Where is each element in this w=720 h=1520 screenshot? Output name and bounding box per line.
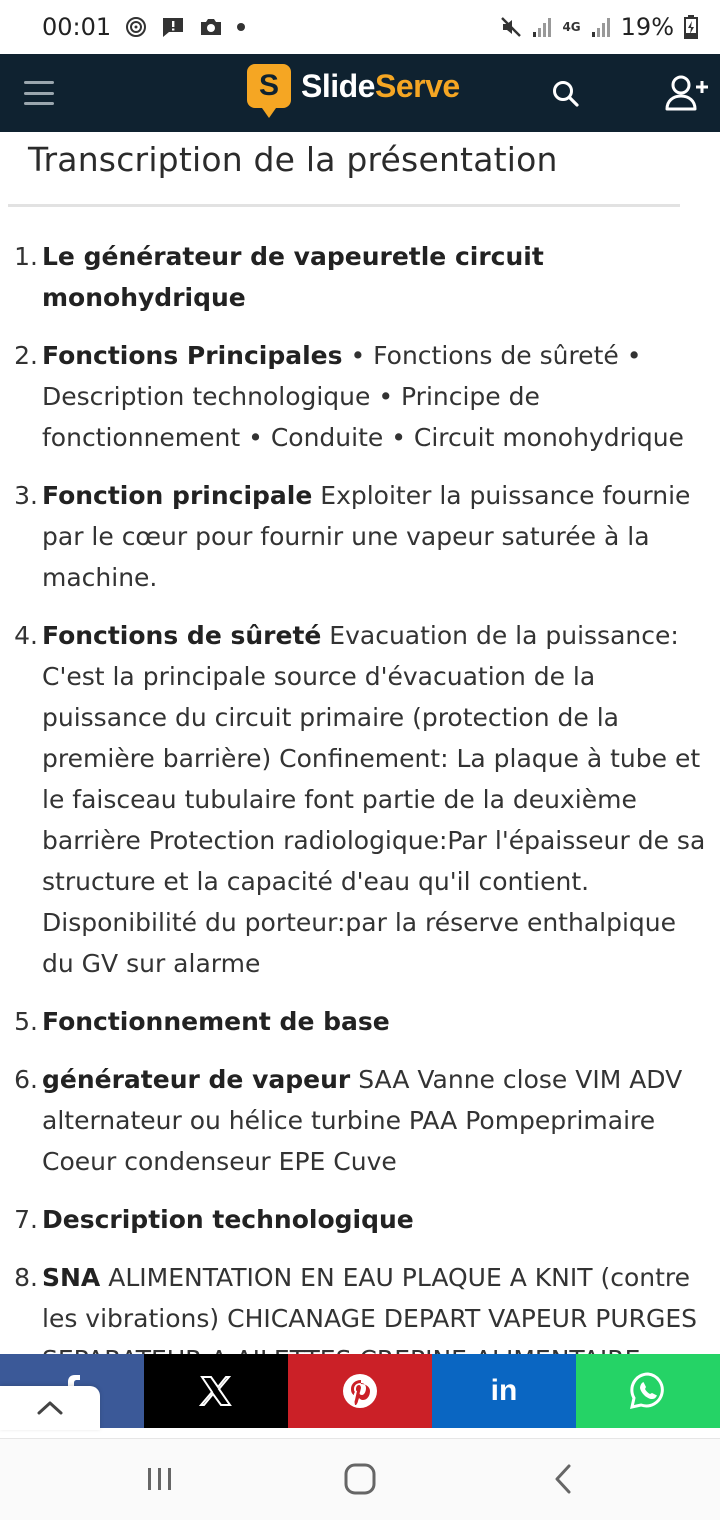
collapse-share-button[interactable] xyxy=(0,1386,100,1430)
status-right xyxy=(500,13,698,41)
search-icon[interactable] xyxy=(551,79,581,109)
notification-dot-icon xyxy=(237,23,245,31)
slide-number: 2. xyxy=(14,341,38,370)
add-user-icon[interactable] xyxy=(664,74,710,112)
slide-text xyxy=(42,236,720,318)
pinterest-icon xyxy=(341,1372,379,1410)
title-divider xyxy=(8,204,680,207)
slide-heading: Le générateur de vapeuretle circuit monohydrique xyxy=(42,242,544,312)
slide-body: SAA Vanne close VIM ADV alternateur ou hélice turbine PAA Pompeprimaire Coeur condenseur EPE Cuve xyxy=(42,1065,683,1176)
slide-body: ALIMENTATION EN EAU PLAQUE A KNIT (contre les vibrations) CHICANAGE DEPART VAPEUR PURGES xyxy=(42,1263,698,1333)
status-bar xyxy=(0,0,720,54)
network-type: 4G xyxy=(562,20,581,34)
slide-text xyxy=(42,615,720,984)
share-bar xyxy=(0,1354,720,1428)
slide-text xyxy=(42,1001,720,1042)
camera-icon xyxy=(199,17,223,37)
share-whatsapp-button[interactable] xyxy=(576,1354,720,1428)
slide-number: 4. xyxy=(14,621,38,650)
home-button[interactable] xyxy=(340,1461,380,1497)
signal-icon xyxy=(532,16,552,38)
list-item xyxy=(0,335,720,458)
share-pinterest-button[interactable] xyxy=(288,1354,432,1428)
logo-badge-icon xyxy=(247,64,291,108)
slide-heading: Fonction principale xyxy=(42,481,313,510)
home-icon xyxy=(343,1462,377,1496)
slide-text xyxy=(42,1199,720,1240)
back-icon xyxy=(552,1462,574,1496)
list-item xyxy=(0,475,720,598)
mute-icon xyxy=(500,16,522,38)
slide-body: Evacuation de la puissance: C'est la principale source d'évacuation de la puissance du circuit primaire (protection de la première barrière) Confinement: La plaque à tube et le faisceau tubulaire font partie de la deuxième barrière Protection radiologique:Par l'épaisseur de sa structure et la capacité d'eau qu'il contient. Disponibilité du porteur:par la réserve enthalpique du GV sur alarme xyxy=(42,621,706,978)
status-left xyxy=(42,13,245,41)
logo-text-slide: Slide xyxy=(301,67,375,104)
slide-text xyxy=(42,475,720,598)
slideserve-logo[interactable] xyxy=(247,64,460,108)
fingerprint-icon xyxy=(125,16,147,38)
app-header xyxy=(0,54,720,132)
list-item xyxy=(0,1199,720,1240)
logo-text xyxy=(301,68,460,105)
share-x-button[interactable] xyxy=(144,1354,288,1428)
slide-heading: Fonctionnement de base xyxy=(42,1007,390,1036)
slide-heading: Description technologique xyxy=(42,1205,414,1234)
slide-body: Exploiter la puissance fournie par le cœur pour fournir une vapeur saturée à la machine. xyxy=(42,481,691,592)
x-icon xyxy=(199,1374,233,1408)
slide-number: 5. xyxy=(14,1007,38,1036)
slide-heading: Fonctions de sûreté xyxy=(42,621,322,650)
slide-text xyxy=(42,1059,720,1182)
signal-icon-2 xyxy=(591,16,611,38)
slide-number: 3. xyxy=(14,481,38,510)
slide-heading: générateur de vapeur xyxy=(42,1065,351,1094)
slide-number: 7. xyxy=(14,1205,38,1234)
slide-heading: SNA xyxy=(42,1263,101,1292)
list-item xyxy=(0,1001,720,1042)
whatsapp-icon xyxy=(628,1371,668,1411)
transcript-content xyxy=(0,132,720,1354)
message-alert-icon xyxy=(161,16,185,38)
linkedin-icon: in xyxy=(490,1374,518,1407)
chevron-up-icon xyxy=(36,1400,64,1416)
section-title: Transcription de la présentation xyxy=(28,140,558,179)
android-nav-bar xyxy=(0,1438,720,1520)
slide-text xyxy=(42,335,720,458)
slide-list xyxy=(0,236,720,1397)
slide-number: 8. xyxy=(14,1263,38,1292)
slide-body: • Fonctions de sûreté • Description technologique • Principe de fonctionnement • Conduite • Circuit monohydrique xyxy=(42,341,684,452)
recent-apps-icon xyxy=(145,1465,175,1493)
list-item xyxy=(0,1059,720,1182)
share-linkedin-button[interactable] xyxy=(432,1354,576,1428)
logo-text-serve: Serve xyxy=(374,67,460,104)
battery-charging-icon xyxy=(684,15,698,39)
status-time: 00:01 xyxy=(42,13,112,41)
slide-heading: Fonctions Principales xyxy=(42,341,343,370)
logo-letter: S xyxy=(258,69,279,102)
list-item xyxy=(0,236,720,318)
recent-apps-button[interactable] xyxy=(140,1461,180,1497)
menu-icon[interactable] xyxy=(24,81,54,105)
battery-percent: 19% xyxy=(620,13,674,41)
slide-number: 1. xyxy=(14,242,38,271)
list-item xyxy=(0,615,720,984)
slide-number: 6. xyxy=(14,1065,38,1094)
back-button[interactable] xyxy=(543,1461,583,1497)
